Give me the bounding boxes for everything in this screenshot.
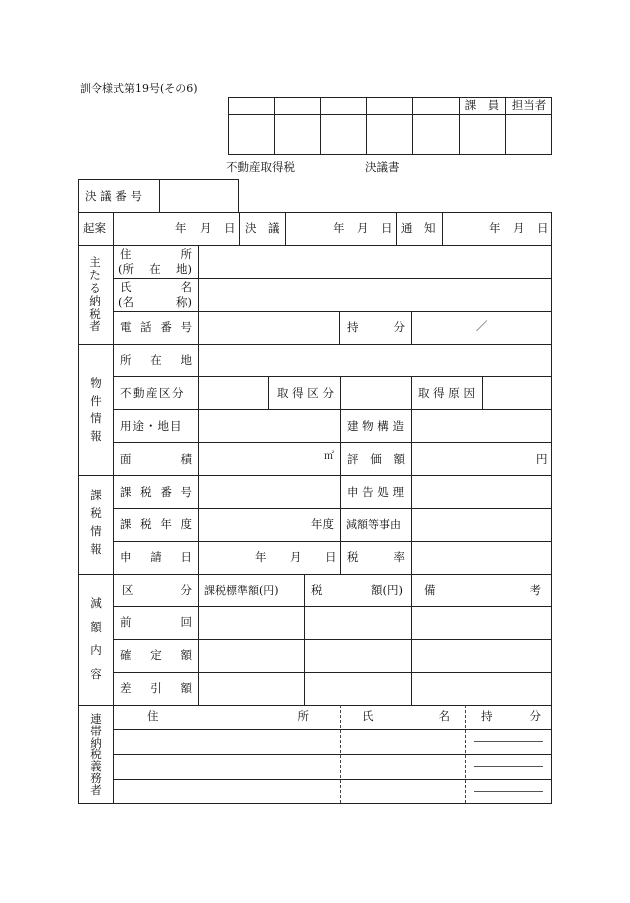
mochibun-label: 持 分 [347, 320, 405, 334]
reduction-section-label: 減 額 内 容 [90, 596, 102, 681]
kian-month-unit: 月 [200, 221, 212, 235]
taxpayer-section-label: 主 た る 納 税 者 [89, 255, 101, 334]
shinsei-month-unit: 月 [290, 550, 302, 564]
name-sub-label: (名 称) [118, 295, 192, 309]
ketsugi-month-unit: 月 [357, 221, 369, 235]
ketsugi-day-unit: 日 [381, 221, 393, 235]
menseki-label: 面 積 [120, 452, 192, 466]
kian-year-unit: 年 [175, 221, 187, 235]
zenkai-label: 前 回 [120, 615, 192, 629]
joint-shimei-label: 氏 名 [362, 709, 450, 723]
mochibun-slash: ／ [476, 319, 488, 333]
nendo-unit: 年度 [311, 517, 334, 531]
zeiritsu-label: 税 率 [347, 550, 405, 564]
address-sub-label: (所 在 地) [118, 262, 192, 276]
biko-label: 備 考 [424, 583, 541, 597]
tsuchi-year-unit: 年 [489, 221, 501, 235]
hyoka-label: 評 価 額 [347, 452, 405, 466]
shinsei-day-unit: 日 [325, 550, 337, 564]
m2-unit: ㎡ [324, 451, 334, 462]
kian-day-unit: 日 [224, 221, 236, 235]
joint-taxpayer-section-label: 連 帯 納 税 義 務 者 [90, 712, 102, 797]
kazei-bango-label: 課 税 番 号 [120, 485, 192, 499]
ketsugi-label: 決 議 [245, 221, 280, 235]
tsuchi-month-unit: 月 [513, 221, 525, 235]
taxation-section-label: 課 税 情 報 [90, 488, 102, 557]
form-id: 訓令様式第19号(その6) [80, 82, 198, 95]
yen-unit: 円 [536, 452, 548, 466]
kian-label: 起案 [83, 221, 106, 235]
kozo-label: 建 物 構 造 [347, 419, 404, 433]
kubun-label: 区 分 [122, 583, 192, 597]
ketsugi-number-label: 決 議 番 号 [85, 189, 142, 203]
kakutei-label: 確 定 額 [120, 648, 192, 662]
property-section-label: 物 件 情 報 [90, 376, 102, 443]
tsuchi-label: 通 知 [401, 221, 436, 235]
kazei-nendo-label: 課 税 年 度 [120, 517, 192, 531]
shinsei-year-unit: 年 [255, 550, 267, 564]
sashihiki-label: 差 引 額 [120, 681, 192, 695]
joint-jusho-label: 住 所 [147, 709, 309, 723]
tantousha-label: 担当者 [511, 98, 547, 112]
phone-label: 電 話 番 号 [120, 320, 192, 334]
shutoku-genin-label: 取 得 原 因 [418, 386, 475, 400]
kain-label: 課 員 [464, 98, 500, 112]
location-label: 所 在 地 [120, 353, 192, 367]
genmen-jiyu-label: 減額等事由 [346, 518, 401, 531]
shinsei-label: 申 請 日 [120, 550, 192, 564]
fudosan-kubun-label: 不動産区分 [120, 386, 185, 400]
shutoku-kubun-label: 取 得 区 分 [277, 386, 334, 400]
shinkoku-label: 申 告 処 理 [347, 485, 404, 499]
yoto-label: 用途・地目 [120, 419, 183, 433]
kazei-hyojun-label: 課税標準額(円) [204, 584, 279, 597]
name-label: 氏 名 [120, 280, 192, 294]
address-label: 住 所 [120, 247, 192, 261]
zeigaku-label: 税 額(円) [311, 583, 403, 597]
tsuchi-day-unit: 日 [537, 221, 549, 235]
doc-title-tax: 不動産取得税 [226, 160, 295, 174]
joint-mochibun-label: 持 分 [481, 709, 541, 723]
doc-title-kind: 決議書 [365, 160, 400, 174]
ketsugi-year-unit: 年 [333, 221, 345, 235]
